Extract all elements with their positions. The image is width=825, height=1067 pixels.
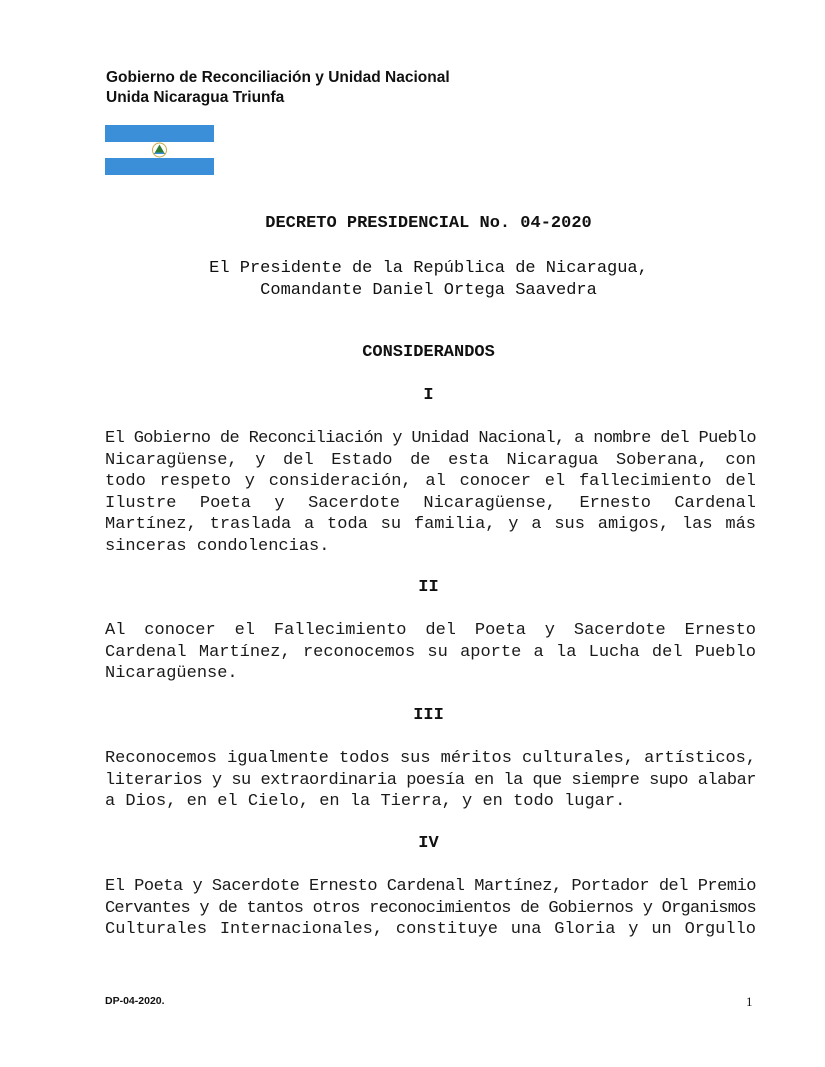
paragraph-line: El Poeta y Sacerdote Ernesto Cardenal Martínez, Portador del Premio [105, 877, 756, 896]
section-paragraph [105, 876, 756, 941]
paragraph-line: Al conocer el Fallecimiento del Poeta y Sacerdote Ernesto [105, 621, 756, 640]
paragraph-line: Martínez, traslada a toda su familia, y a sus amigos, las más [105, 515, 756, 535]
section-paragraph [105, 620, 756, 685]
section-numeral: III [413, 706, 444, 725]
section-numeral: IV [418, 834, 439, 853]
considerandos-heading: CONSIDERANDOS [362, 343, 495, 362]
president-line-1: El Presidente de la República de Nicaragua, [209, 259, 648, 278]
paragraph-line: Reconocemos igualmente todos sus méritos culturales, artísticos, [105, 749, 756, 768]
nicaragua-flag-icon [105, 125, 214, 175]
section-numeral: I [423, 386, 434, 405]
paragraph-line: Nicaragüense, y del Estado de esta Nicaragua Soberana, con [105, 450, 756, 470]
section-numeral: II [418, 578, 439, 597]
paragraph-line: Ilustre Poeta y Sacerdote Nicaragüense, Ernesto Cardenal [105, 493, 756, 513]
section-paragraph [105, 428, 756, 558]
government-name: Gobierno de Reconciliación y Unidad Nacional [106, 69, 450, 86]
paragraph-line: a Dios, en el Cielo, en la Tierra, y en todo lugar. [105, 792, 626, 812]
section-paragraph [105, 748, 756, 813]
paragraph-line: literarios y su extraordinaria poesía en la que siempre supo alabar [105, 770, 756, 790]
paragraph-line: sinceras condolencias. [105, 536, 330, 556]
president-line-2: Comandante Daniel Ortega Saavedra [260, 281, 597, 300]
paragraph-line: Nicaragüense. [105, 664, 238, 684]
document-code: DP-04-2020. [105, 995, 165, 1007]
paragraph-line: Culturales Internacionales, constituye una Gloria y un Orgullo [105, 920, 756, 940]
paragraph-line: Cervantes y de tantos otros reconocimientos de Gobiernos y Organismos [105, 898, 756, 918]
paragraph-line: El Gobierno de Reconciliación y Unidad Nacional, a nombre del Pueblo [105, 429, 756, 448]
paragraph-line: Cardenal Martínez, reconocemos su aporte a la Lucha del Pueblo [105, 642, 756, 662]
government-header [106, 68, 450, 108]
government-slogan: Unida Nicaragua Triunfa [106, 89, 285, 106]
president-block [0, 258, 825, 302]
decree-title: DECRETO PRESIDENCIAL No. 04-2020 [265, 214, 592, 233]
paragraph-line: todo respeto y consideración, al conocer el fallecimiento del [105, 472, 756, 492]
page-number: 1 [746, 994, 753, 1009]
